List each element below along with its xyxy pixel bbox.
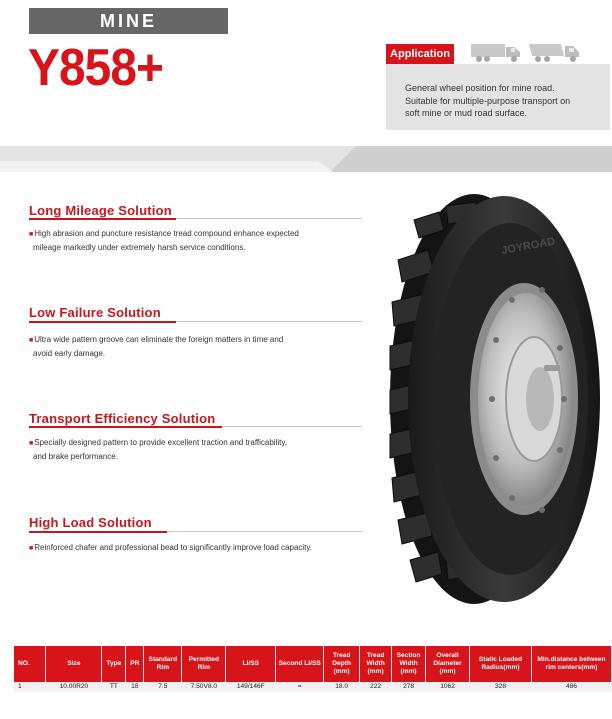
col-header: Second LI/SS [276, 646, 324, 682]
table-cell: 1 [14, 682, 46, 692]
feature-title: Low Failure Solution [29, 305, 161, 320]
col-header: Overall Diameter (mm) [426, 646, 470, 682]
application-line: General wheel position for mine road. [405, 83, 555, 93]
bullet-icon: ■ [29, 337, 34, 344]
application-line: soft mine or mud road surface. [405, 108, 528, 118]
bullet-icon: ■ [29, 545, 34, 552]
col-header: Section Width (mm) [392, 646, 426, 682]
col-header: LI/SS [226, 646, 276, 682]
col-header: Type [102, 646, 126, 682]
col-header: NO. [14, 646, 46, 682]
feature-title: High Load Solution [29, 515, 152, 530]
table-cell: 18.0 [324, 682, 360, 692]
feature-text [29, 541, 359, 555]
table-cell: 7.50V8.0 [182, 682, 226, 692]
feature-text [29, 333, 359, 360]
feature-rule [222, 426, 362, 427]
table-cell: 486 [531, 682, 611, 692]
table-cell: 1062 [426, 682, 470, 692]
feature-line-text: avoid early damage. [33, 349, 106, 358]
feature-line-text: mileage markedly under extremely harsh service conditions. [33, 243, 246, 252]
col-header: Static Loaded Radius(mm) [470, 646, 532, 682]
bullet-icon: ■ [29, 440, 34, 447]
feature-underline [29, 531, 167, 533]
feature-underline [29, 218, 176, 220]
feature-title: Long Mileage Solution [29, 203, 172, 218]
table-header-row [14, 646, 612, 682]
feature-line-text: Reinforced chafer and professional bead to significantly improve load capacity. [34, 543, 313, 552]
tyre-brand-text: JOYROAD [500, 235, 557, 257]
col-header: Size [46, 646, 102, 682]
feature-line-text: and brake performance. [33, 452, 118, 461]
feature-line-text: Specially designed pattern to provide excellent traction and trafficability, [34, 438, 287, 447]
table-cell: 18 [126, 682, 144, 692]
cargo-truck-icon [470, 40, 522, 64]
table-cell: 7.5 [144, 682, 182, 692]
feature-text [29, 436, 359, 463]
col-header: Tread Depth (mm) [324, 646, 360, 682]
col-header: Permitted Rim [182, 646, 226, 682]
col-header: PR [126, 646, 144, 682]
table-cell: 149/146F [226, 682, 276, 692]
col-header: Tread Width (mm) [360, 646, 392, 682]
tyre-image [384, 190, 602, 608]
dump-truck-icon [528, 40, 582, 64]
feature-title: Transport Efficiency Solution [29, 411, 216, 426]
feature-underline [29, 426, 222, 428]
application-line: Suitable for multiple-purpose transport on [405, 95, 571, 106]
table-cell: 10.00R20 [46, 682, 102, 692]
feature-line-text: High abrasion and puncture resistance tread compound enhance expected [34, 229, 299, 238]
table-cell: 278 [392, 682, 426, 692]
model-title: Y858+ [28, 39, 164, 97]
table-cell: = [276, 682, 324, 692]
spec-table [14, 646, 612, 692]
table-cell: 222 [360, 682, 392, 692]
table-cell: 328 [470, 682, 532, 692]
col-header: Min.distance between rim centers(mm) [531, 646, 611, 682]
header-divider [0, 146, 612, 172]
table-row [14, 682, 612, 692]
category-label: MINE [29, 8, 228, 34]
feature-rule [176, 218, 362, 219]
feature-rule [167, 531, 362, 532]
table-cell: TT [102, 682, 126, 692]
feature-text [29, 227, 359, 254]
application-label: Application [386, 44, 454, 64]
feature-rule [176, 321, 362, 322]
application-text [405, 82, 605, 120]
feature-line-text: Ultra wide pattern groove can eliminate the foreign matters in time and [34, 335, 284, 344]
bullet-icon: ■ [29, 231, 34, 238]
feature-underline [29, 321, 176, 323]
col-header: Standard Rim [144, 646, 182, 682]
